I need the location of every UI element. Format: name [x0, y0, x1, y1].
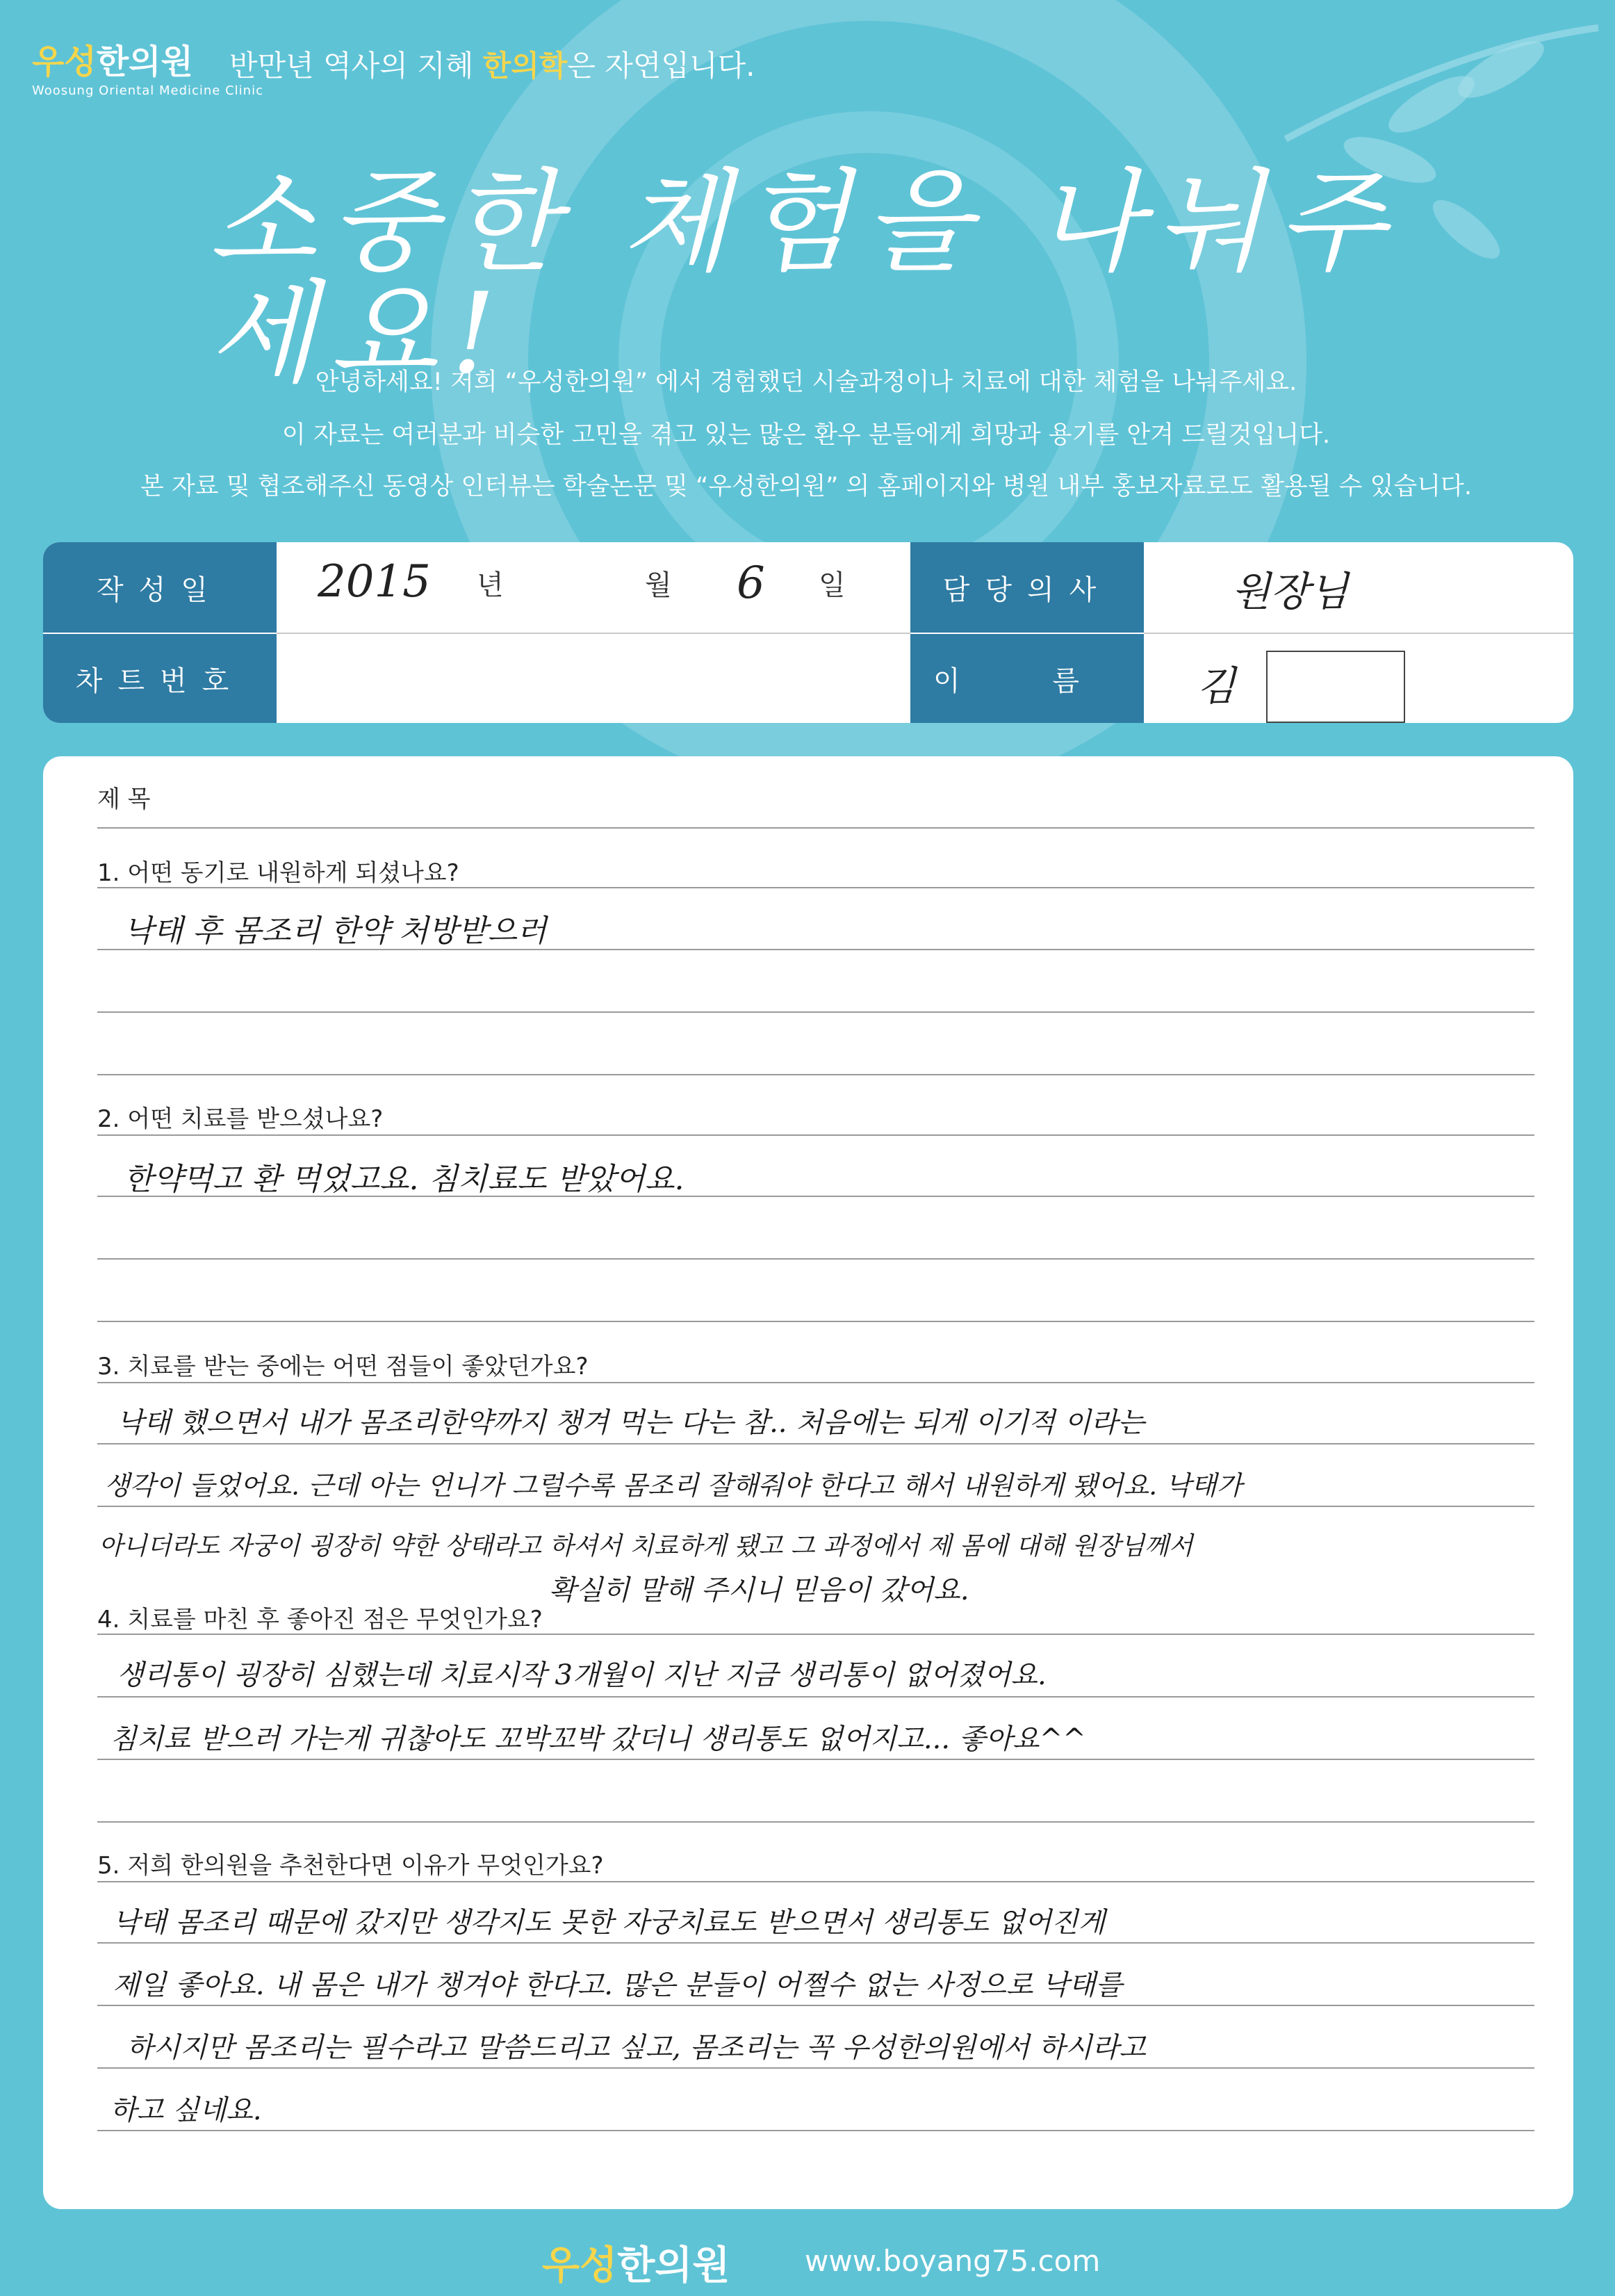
- month-unit: 월: [645, 569, 672, 601]
- answer-5-line-4: 하고 싶네요.: [110, 2094, 262, 2126]
- name-redaction-box: [1266, 651, 1405, 723]
- question-2: 2. 어떤 치료를 받으셨나요?: [97, 1105, 384, 1133]
- logo-text-part2: 한의원: [96, 42, 193, 81]
- footer-website-url[interactable]: www.boyang75.com: [805, 2244, 1101, 2278]
- answer-1-line-1: 낙태 후 몸조리 한약 처방받으러: [124, 913, 547, 949]
- name-value: 김: [1197, 662, 1236, 710]
- date-label: 작성일: [43, 542, 277, 633]
- answer-3-line-2: 생각이 들었어요. 근데 아는 언니가 그럴수록 몸조리 잘해줘야 한다고 해서 내원하게 됐어요. 낙태가: [104, 1470, 1243, 1501]
- footer-logo: 우성한의원: [542, 2243, 730, 2288]
- day-unit: 일: [819, 569, 846, 601]
- answer-3-line-1: 낙태 했으면서 내가 몸조리한약까지 챙겨 먹는 다는 참.. 처음에는 되게 이기적 이라는: [117, 1407, 1145, 1439]
- answer-3-line-4: 확실히 말해 주시니 믿음이 갔어요.: [549, 1574, 969, 1606]
- date-day-value: 6: [737, 557, 765, 609]
- answer-4-line-1: 생리통이 굉장히 심했는데 치료시작 3개월이 지난 지금 생리통이 없어졌어요.: [117, 1659, 1047, 1691]
- doctor-label: 담당의사: [910, 542, 1144, 633]
- question-3: 3. 치료를 받는 중에는 어떤 점들이 좋았던가요?: [97, 1353, 589, 1381]
- answer-5-line-2: 제일 좋아요. 내 몸은 내가 챙겨야 한다고. 많은 분들이 어쩔수 없는 사정으로 낙태를: [113, 1969, 1123, 2001]
- page-title: 소중한 체험을 나눠주세요!: [208, 157, 1399, 398]
- question-4: 4. 치료를 마친 후 좋아진 점은 무엇인가요?: [97, 1606, 543, 1634]
- doctor-value: 원장님: [1231, 568, 1349, 615]
- date-year-value: 2015: [318, 556, 431, 608]
- answer-5-line-1: 낙태 몸조리 때문에 갔지만 생각지도 못한 자궁치료도 받으면서 생리통도 없어진게: [113, 1907, 1106, 1939]
- question-1: 1. 어떤 동기로 내원하게 되셨나요?: [97, 859, 459, 887]
- name-label: 이 름: [910, 634, 1144, 723]
- intro-line-2: 이 자료는 여러분과 비슷한 고민을 겪고 있는 많은 환우 분들에게 희망과 용기를 안겨 드릴것입니다.: [281, 421, 1331, 449]
- year-unit: 년: [477, 569, 504, 601]
- answer-4-line-2: 침치료 받으러 가는게 귀찮아도 꼬박꼬박 갔더니 생리통도 없어지고... 좋아요^^: [110, 1723, 1086, 1755]
- chart-number-label: 차트번호: [43, 634, 277, 723]
- answer-5-line-3: 하시지만 몸조리는 필수라고 말씀드리고 싶고, 몸조리는 꼭 우성한의원에서 하시라고: [126, 2032, 1146, 2064]
- logo-subtitle: Woosung Oriental Medicine Clinic: [32, 83, 263, 98]
- answer-3-line-3: 아니더라도 자궁이 굉장히 약한 상태라고 하셔서 치료하게 됐고 그 과정에서 제 몸에 대해 원장님께서: [99, 1532, 1193, 1561]
- intro-line-1: 안녕하세요! 저희 “우성한의원” 에서 경험했던 시술과정이나 치료에 대한 체험을 나눠주세요.: [315, 368, 1297, 396]
- answer-2-line-1: 한약먹고 환 먹었고요. 침치료도 받았어요.: [124, 1162, 684, 1197]
- intro-line-3: 본 자료 및 협조해주신 동영상 인터뷰는 학술논문 및 “우성한의원” 의 홈페이지와 병원 내부 홍보자료로도 활용될 수 있습니다.: [140, 473, 1472, 500]
- subject-label: 제 목: [97, 785, 151, 813]
- clinic-logo: [32, 35, 193, 83]
- tagline: 반만년 역사의 지혜 한의학은 자연입니다.: [229, 49, 755, 83]
- question-5: 5. 저희 한의원을 추천한다면 이유가 무엇인가요?: [97, 1852, 604, 1880]
- logo-text-part1: 우성: [32, 42, 97, 81]
